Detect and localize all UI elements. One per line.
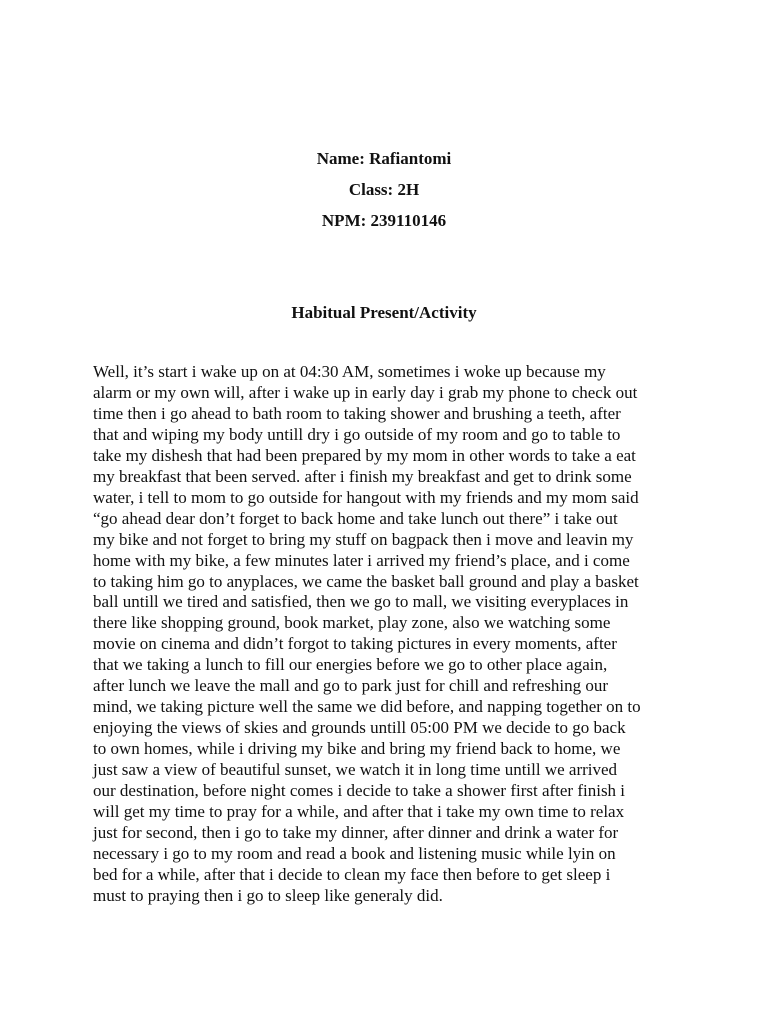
body-line: enjoying the views of skies and grounds untill 05:00 PM we decide to go back <box>93 718 626 738</box>
body-line: bed for a while, after that i decide to clean my face then before to get sleep i <box>93 864 611 884</box>
body-line: my bike and not forget to bring my stuff on bagpack then i move and leavin my <box>93 529 634 549</box>
body-line: take my dishesh that had been prepared by my mom in other words to take a eat <box>93 445 636 465</box>
body-line: to own homes, while i driving my bike and bring my friend back to home, we <box>93 739 621 759</box>
body-line: mind, we taking picture well the same we did before, and napping together on to <box>93 697 641 717</box>
body-line: movie on cinema and didn’t forgot to taking pictures in every moments, after <box>93 634 617 654</box>
body-line: just for second, then i go to take my dinner, after dinner and drink a water for <box>93 822 619 842</box>
body-line: our destination, before night comes i decide to take a shower first after finish i <box>93 781 626 801</box>
body-line: home with my bike, a few minutes later i arrived my friend’s place, and i come <box>93 550 630 570</box>
student-npm: NPM: 239110146 <box>321 211 447 230</box>
body-line: ball untill we tired and satisfied, then we go to mall, we visiting everyplaces in <box>93 592 629 612</box>
body-line: will get my time to pray for a while, and after that i take my own time to relax <box>93 802 625 822</box>
body-line: time then i go ahead to bath room to taking shower and brushing a teeth, after <box>93 403 621 423</box>
body-line: that and wiping my body untill dry i go outside of my room and go to table to <box>93 424 621 444</box>
body-line: alarm or my own will, after i wake up in early day i grab my phone to check out <box>93 382 638 402</box>
body-line: my breakfast that been served. after i finish my breakfast and get to drink some <box>93 466 632 486</box>
body-paragraph <box>93 362 688 907</box>
body-line: to taking him go to anyplaces, we came the basket ball ground and play a basket <box>93 571 639 591</box>
body-line: after lunch we leave the mall and go to park just for chill and refreshing our <box>93 676 609 696</box>
body-line: must to praying then i go to sleep like generaly did. <box>93 885 443 905</box>
body-line: just saw a view of beautiful sunset, we watch it in long time untill we arrived <box>93 760 618 780</box>
student-class: Class: 2H <box>348 180 420 199</box>
body-line: necessary i go to my room and read a book and listening music while lyin on <box>93 843 616 863</box>
body-line: that we taking a lunch to fill our energies before we go to other place again, <box>93 655 608 675</box>
body-line: “go ahead dear don’t forget to back home and take lunch out there” i take out <box>93 508 618 528</box>
body-line: Well, it’s start i wake up on at 04:30 AM, sometimes i woke up because my <box>93 362 606 381</box>
student-name: Name: Rafiantomi <box>316 149 452 168</box>
document-title: Habitual Present/Activity <box>291 303 477 322</box>
body-line: there like shopping ground, book market, play zone, also we watching some <box>93 613 611 633</box>
body-line: water, i tell to mom to go outside for hangout with my friends and my mom said <box>93 487 639 507</box>
